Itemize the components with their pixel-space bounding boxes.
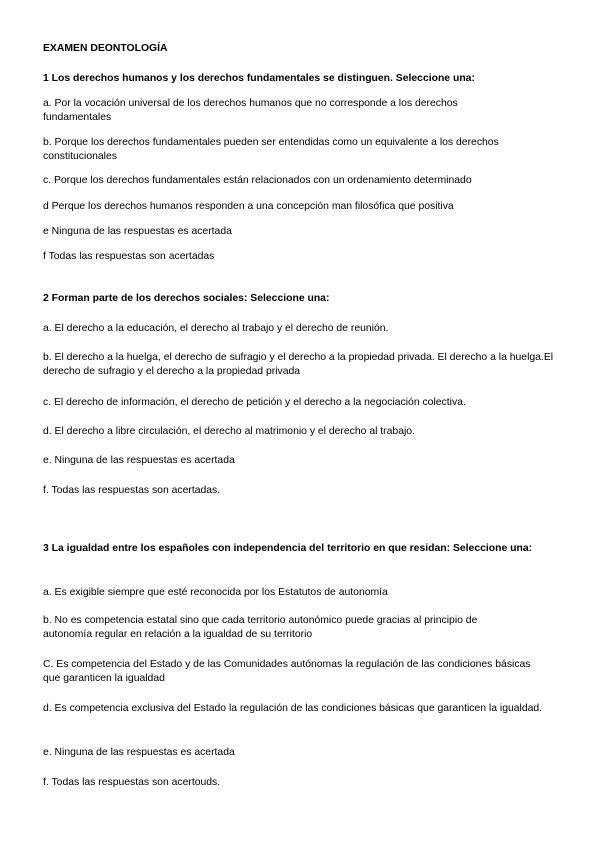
question-1-option-b: b. Porque los derechos fundamentales pueden ser entendidas como un equivalente a los derechos constitucionales — [43, 137, 499, 162]
question-2-option-a: a. El derecho a la educación, el derecho al trabajo y el derecho de reunión. — [43, 323, 389, 334]
question-1-prompt: 1 Los derechos humanos y los derechos fundamentales se distinguen. Seleccione una: — [43, 73, 475, 84]
question-1-option-c: c. Porque los derechos fundamentales están relacionados con un ordenamiento determinado — [43, 175, 472, 186]
question-3-option-b: b. No es competencia estatal sino que cada territorio autonómico puede gracias al principio de autonomía regular en relación a la igualdad de su territorio — [43, 615, 478, 640]
question-1-option-f: f Todas las respuestas son acertadas — [43, 251, 215, 262]
question-2-option-f: f. Todas las respuestas son acertadas. — [43, 485, 221, 496]
question-3-option-d: d. Es competencia exclusiva del Estado la regulación de las condiciones básicas que garanticen la igualdad. — [43, 703, 543, 714]
question-2-option-c: c. El derecho de información, el derecho de petición y el derecho a la negociación colectiva. — [43, 397, 466, 408]
question-2-prompt: 2 Forman parte de los derechos sociales: Seleccione una: — [43, 293, 330, 304]
question-2-option-b: b. El derecho a la huelga, el derecho de sufragio y el derecho a la propiedad privada. El derecho a la huelga.El derecho de sufragio y el derecho a la propiedad privada — [43, 352, 554, 377]
document-title: EXAMEN DEONTOLOGÍA — [43, 43, 168, 54]
question-3-option-a: a. Es exigible siempre que esté reconocida por los Estatutos de autonomía — [43, 587, 388, 598]
question-1-option-d: d Perque los derechos humanos responden a una concepción man filosófica que positiva — [43, 201, 454, 212]
question-3-option-f: f. Todas las respuestas son acertouds. — [43, 777, 221, 788]
question-3-option-e: e. Ninguna de las respuestas es acertada — [43, 747, 235, 758]
question-1-option-e: e Ninguna de las respuestas es acertada — [43, 226, 232, 237]
question-2-option-e: e. Ninguna de las respuestas es acertada — [43, 455, 235, 466]
question-2-option-d: d. El derecho a libre circulación, el derecho al matrimonio y el derecho al trabajo. — [43, 426, 415, 437]
question-3-prompt: 3 La igualdad entre los españoles con independencia del territorio en que residan: Seleccione una: — [43, 543, 533, 554]
question-3-option-c: C. Es competencia del Estado y de las Comunidades autónomas la regulación de las condiciones básicas que garanticen la igualdad — [43, 659, 531, 684]
question-1-option-a: a. Por la vocación universal de los derechos humanos que no corresponde a los derechos fundamentales — [43, 98, 458, 123]
